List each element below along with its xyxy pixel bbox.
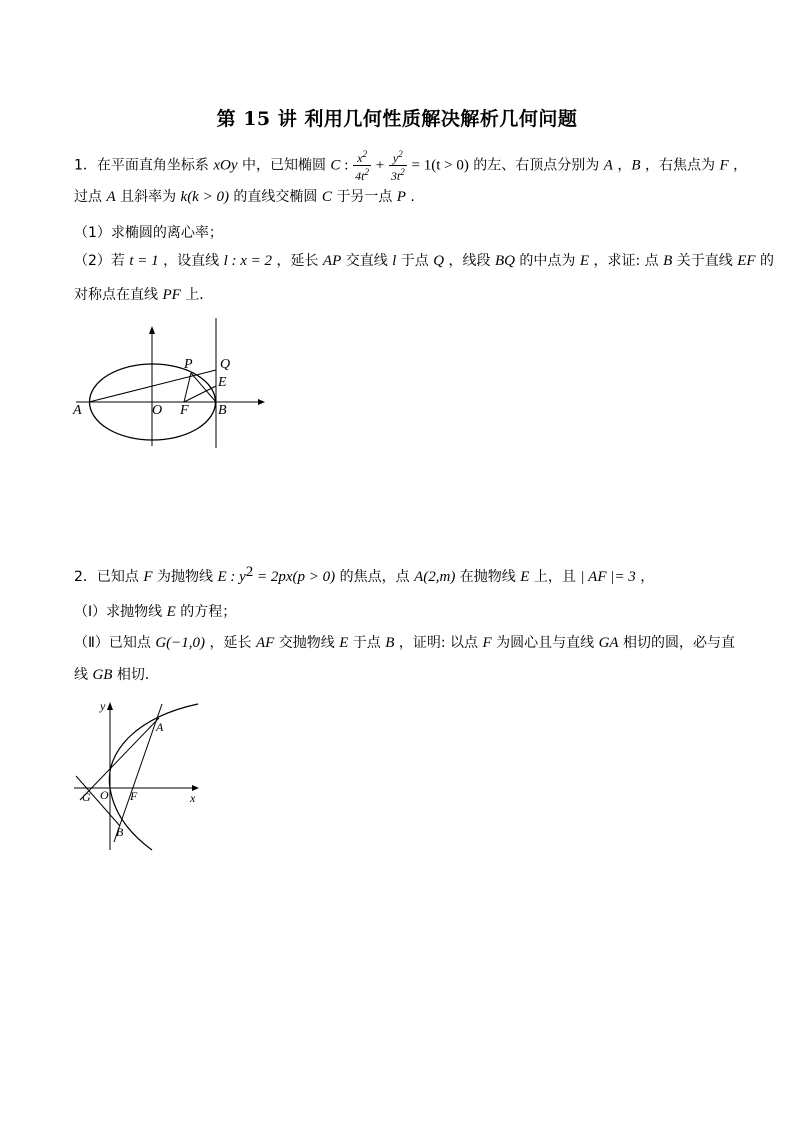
text: 相切的圆，必与直 <box>618 635 736 651</box>
problem2-qII <box>74 632 735 652</box>
label-q: Q <box>220 357 231 372</box>
math-a: A <box>603 157 613 174</box>
math-b: B <box>663 253 673 269</box>
math-q: Q <box>433 253 445 269</box>
math-f: F <box>482 635 492 651</box>
text: （Ⅰ）求抛物线 <box>74 604 167 620</box>
text: 的中点为 <box>514 253 580 269</box>
text: 在抛物线 <box>455 569 521 585</box>
line-fe <box>184 386 216 402</box>
math-t: t = 1 <box>129 253 159 269</box>
line-ab <box>114 704 162 842</box>
math-xoy: xOy <box>213 157 238 174</box>
math-af: AF <box>255 635 275 651</box>
math-f: F <box>143 569 153 585</box>
problem1-q1: （1）求椭圆的离心率； <box>74 225 223 241</box>
math-gb: GB <box>92 667 113 683</box>
problem1-line2 <box>74 186 415 206</box>
problem1-q2 <box>74 250 774 270</box>
text: 线 <box>74 667 93 683</box>
text: ，设直线 <box>158 253 224 269</box>
text: 的焦点，点 <box>335 569 415 585</box>
text: 相切． <box>112 667 159 683</box>
text: ，求证: 点 <box>589 253 664 269</box>
text: 为抛物线 <box>152 569 218 585</box>
text: 的左、右顶点分别为 <box>468 157 604 174</box>
text: 交直线 <box>341 253 393 269</box>
label-e: E <box>218 375 227 390</box>
label-o: O <box>152 403 163 418</box>
label-f: F <box>180 403 189 418</box>
math-b: B <box>631 157 641 174</box>
fraction-y: $\frac{y^2}{3t^2}$ <box>390 149 405 183</box>
label-x: x <box>190 791 196 805</box>
problem2-qII-cont <box>74 664 159 684</box>
math-ef: EF <box>737 253 756 269</box>
math-e: E <box>339 635 349 651</box>
text: 交抛物线 <box>274 635 340 651</box>
label-a: A <box>73 403 82 418</box>
text: 于点 <box>348 635 386 651</box>
math-colon: : <box>340 157 353 174</box>
text: ，延长 <box>272 253 323 269</box>
x-axis-arrow <box>258 399 265 405</box>
text: 的直线交椭圆 <box>228 189 322 205</box>
math-a: A <box>106 189 116 205</box>
text: ，延长 <box>205 635 256 651</box>
ellipse-figure <box>68 316 268 450</box>
math-g: G(−1,0) <box>155 635 206 651</box>
text: 关于直线 <box>672 253 738 269</box>
math-ga: GA <box>598 635 619 651</box>
math-l: l <box>392 253 397 269</box>
math-c: C <box>330 157 341 174</box>
text: （Ⅱ）已知点 <box>74 635 156 651</box>
text: ， <box>635 569 655 585</box>
text: 中，已知椭圆 <box>237 157 331 174</box>
label-b: B <box>218 403 227 418</box>
math-eq: = 2px(p > 0) <box>253 569 336 585</box>
math-l: l : x = 2 <box>223 253 273 269</box>
plus: + <box>371 157 388 174</box>
num: x <box>357 151 363 165</box>
text: （2）若 <box>74 253 130 269</box>
page-title: 第 15 讲 利用几何性质解决解析几何问题 <box>216 108 578 130</box>
text: 1．在平面直角坐标系 <box>74 157 214 174</box>
math-a: A(2,m) <box>414 569 456 585</box>
den: 4t <box>355 169 365 183</box>
math-e: E <box>520 569 530 585</box>
text: ，线段 <box>444 253 495 269</box>
math-cond: = 1(t > 0) <box>407 157 469 174</box>
text: ，证明: 以点 <box>394 635 483 651</box>
den: 3t <box>390 169 401 183</box>
math-b: B <box>385 635 395 651</box>
text: ，右焦点为 <box>640 157 720 174</box>
math-k: k(k > 0) <box>180 189 229 205</box>
math-bq: BQ <box>494 253 515 269</box>
label-g: G <box>82 790 91 804</box>
math-e: E <box>579 253 590 269</box>
y-axis-arrow <box>107 702 113 710</box>
text: 于另一点 <box>331 189 397 205</box>
label-a: A <box>156 720 164 734</box>
math-c: C <box>321 189 332 205</box>
math-e: E <box>166 604 176 620</box>
problem1-line1 <box>74 148 747 183</box>
problem2-line1: 2．已知点 F 为抛物线 E : $y^2 = 2px(p > 0)$ 的焦点，点 A(2,m) 在抛物线 E 上，且 | AF |= 3 ， <box>74 564 655 585</box>
fraction-x: $\frac{x^2}{4t^2}$ <box>355 149 369 183</box>
text: 上． <box>180 287 214 303</box>
text: 为圆心且与直线 <box>491 635 599 651</box>
problem1-q2-cont <box>74 284 213 304</box>
text: 于点 <box>396 253 434 269</box>
y-axis-arrow <box>149 326 155 334</box>
text: ， <box>612 157 632 174</box>
problem2-qI <box>74 601 236 621</box>
label-b: B <box>116 825 124 839</box>
text: 对称点在直线 <box>74 287 163 303</box>
text: ， <box>728 157 748 174</box>
text: 上，且 <box>529 569 581 585</box>
math-pf: PF <box>162 287 181 303</box>
label-p: P <box>184 357 193 372</box>
label-f: F <box>130 789 138 803</box>
text: 2．已知点 <box>74 569 144 585</box>
math-p: P <box>396 189 406 205</box>
label-y: y <box>100 699 106 713</box>
math-af: | AF |= 3 <box>580 569 636 585</box>
math-ap: AP <box>322 253 342 269</box>
text: 且斜率为 <box>115 189 181 205</box>
math-e: E : y <box>217 569 246 585</box>
text: . <box>405 189 415 205</box>
label-o: O <box>100 788 109 802</box>
text: 过点 <box>74 189 107 205</box>
text: 的方程； <box>175 604 237 620</box>
math-f: F <box>719 157 729 174</box>
text: 的 <box>755 253 774 269</box>
num: y <box>392 151 399 165</box>
parabola-figure <box>70 694 210 854</box>
